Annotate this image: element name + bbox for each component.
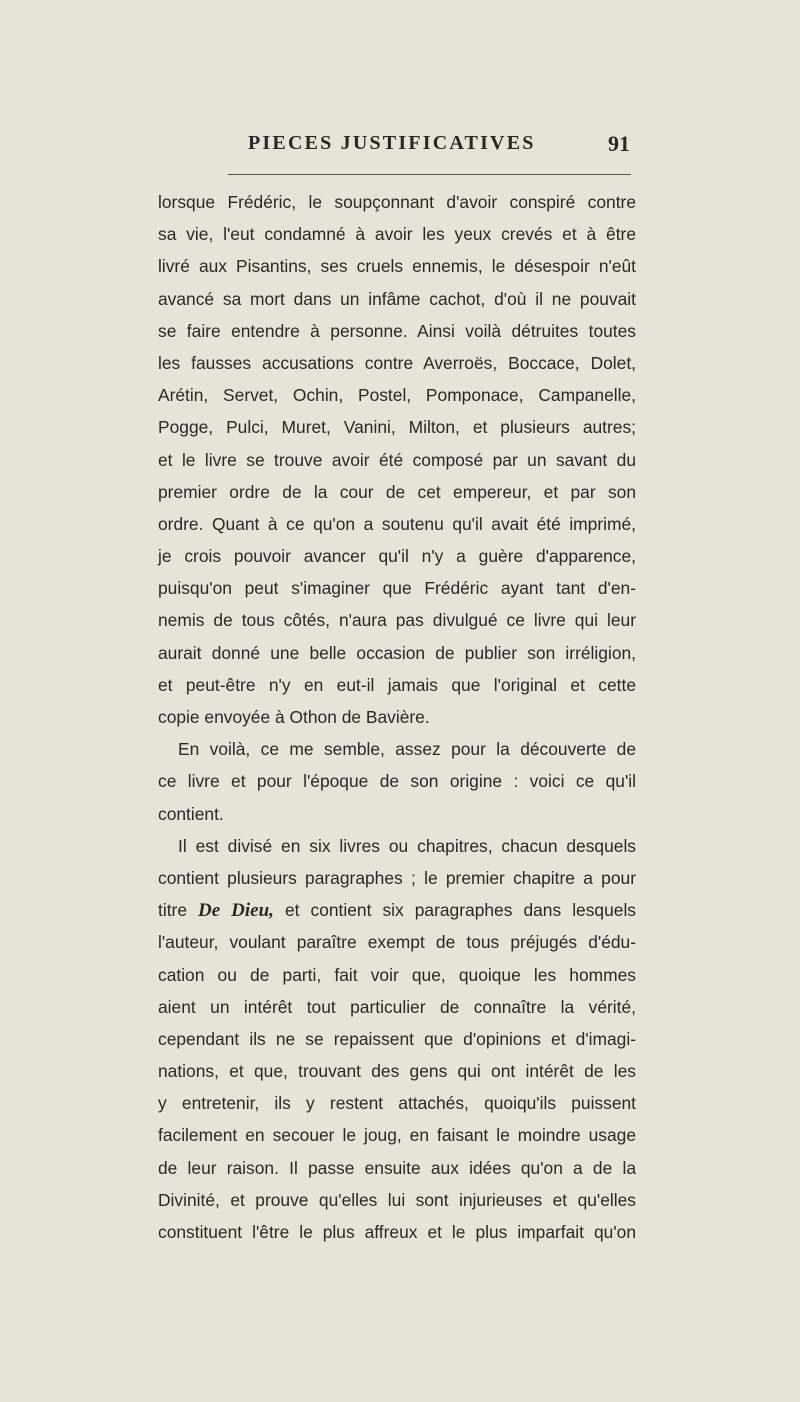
text-line: facilement en secouer le joug, en faisant le moindre usage <box>158 1125 636 1146</box>
text-line: et le livre se trouve avoir été composé par un savant du <box>158 449 636 470</box>
text-line: y entretenir, ils y restent attachés, quoiqu'ils puissent <box>158 1093 636 1114</box>
text-line: nations, et que, trouvant des gens qui ont intérêt de les <box>158 1061 636 1082</box>
text-line: Arétin, Servet, Ochin, Postel, Pomponace, Campanelle, <box>158 385 636 406</box>
text-line: avancé sa mort dans un infâme cachot, d'où il ne pouvait <box>158 288 636 309</box>
text-line: de leur raison. Il passe ensuite aux idées qu'on a de la <box>158 1157 636 1178</box>
text-line: les fausses accusations contre Averroës, Boccace, Dolet, <box>158 352 636 373</box>
text-line: aient un intérêt tout particulier de connaître la vérité, <box>158 996 636 1017</box>
text-line: je crois pouvoir avancer qu'il n'y a guère d'apparence, <box>158 546 636 567</box>
running-head: PIECES JUSTIFICATIVES <box>248 132 536 154</box>
text-line: nemis de tous côtés, n'aura pas divulgué ce livre qui leur <box>158 610 636 631</box>
text-fragment: titre <box>158 900 187 921</box>
text-line: lorsque Frédéric, le soupçonnant d'avoir conspiré contre <box>158 192 636 212</box>
header-rule <box>228 174 631 175</box>
text-line: Il est divisé en six livres ou chapitres, chacun desquels <box>178 835 636 856</box>
text-line: l'auteur, voulant paraître exempt de tous préjugés d'édu- <box>158 932 636 953</box>
text-line: cependant ils ne se repaissent que d'opinions et d'imagi- <box>158 1028 636 1049</box>
page-header <box>248 132 630 162</box>
italic-title: De Dieu, <box>198 900 274 922</box>
text-line: cation ou de parti, fait voir que, quoique les hommes <box>158 964 636 985</box>
text-line-with-title <box>158 894 636 926</box>
text-line: constituent l'être le plus affreux et le plus imparfait qu'on <box>158 1222 636 1242</box>
text-line: ordre. Quant à ce qu'on a soutenu qu'il avait été imprimé, <box>158 513 636 534</box>
page-number: 91 <box>608 131 630 156</box>
text-line: Divinité, et prouve qu'elles lui sont injurieuses et qu'elles <box>158 1189 636 1210</box>
text-line: et peut-être n'y en eut-il jamais que l'original et cette <box>158 674 636 695</box>
text-line: premier ordre de la cour de cet empereur, et par son <box>158 481 636 502</box>
text-line: ce livre et pour l'époque de son origine : voici ce qu'il <box>158 771 636 792</box>
text-line: contient. <box>158 803 224 824</box>
text-line: copie envoyée à Othon de Bavière. <box>158 707 430 727</box>
text-line: puisqu'on peut s'imaginer que Frédéric ayant tant d'en- <box>158 578 636 599</box>
text-line: En voilà, ce me semble, assez pour la découverte de <box>178 739 636 760</box>
text-line: sa vie, l'eut condamné à avoir les yeux crevés et à être <box>158 224 636 245</box>
text-line: Pogge, Pulci, Muret, Vanini, Milton, et plusieurs autres; <box>158 417 636 438</box>
text-line: aurait donné une belle occasion de publier son irréligion, <box>158 642 636 663</box>
text-line: se faire entendre à personne. Ainsi voilà détruites toutes <box>158 320 636 341</box>
text-line: livré aux Pisantins, ses cruels ennemis, le désespoir n'eût <box>158 256 636 277</box>
body-text <box>158 186 636 1248</box>
text-fragment: et contient six paragraphes dans lesquels <box>284 900 636 921</box>
text-line: contient plusieurs paragraphes ; le premier chapitre a pour <box>158 867 636 888</box>
